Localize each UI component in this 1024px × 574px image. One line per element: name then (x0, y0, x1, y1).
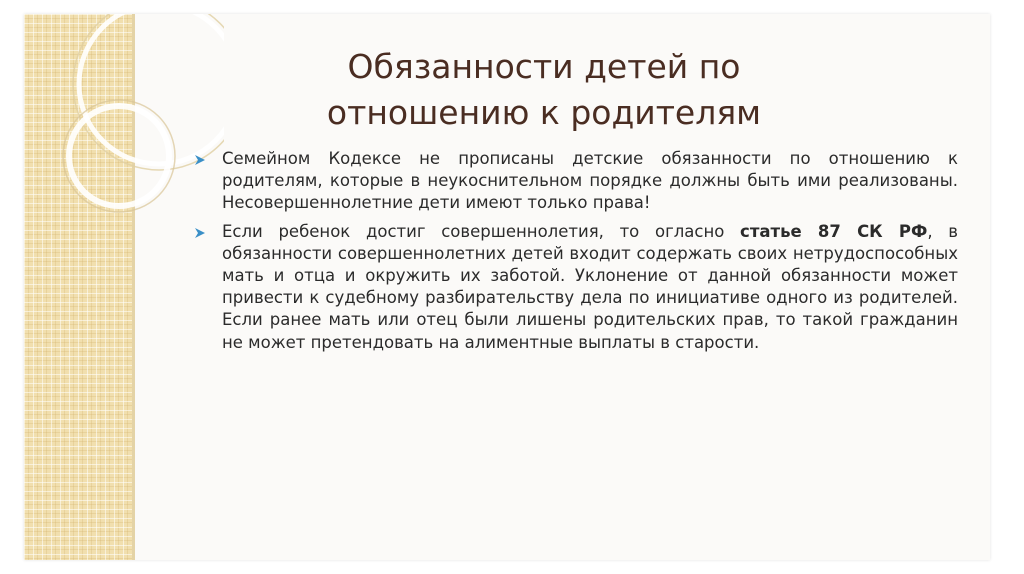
presentation-slide (24, 14, 990, 560)
bullet-text-2-end: , в обязанности совершеннолетних детей входит содержать своих нетрудоспособных мать и отца и окружить их заботой. Уклонение от данной обязанности может привести к судебному разбирательству дела по инициативе одного из родителей. Если ранее мать или отец были лишены родительских прав, то такой гражданин не может претендовать на алиментные выплаты в старости. (222, 221, 958, 352)
arrow-bullet-icon (194, 154, 206, 166)
law-reference: статье 87 СК РФ (740, 221, 928, 241)
arrow-bullet-icon (194, 227, 206, 239)
bullet-item-1 (192, 148, 958, 215)
slide-title-line-1: Обязанности детей по (347, 47, 741, 86)
bullet-item-2 (192, 221, 958, 354)
slide-title-line-2: отношению к родителям (326, 93, 762, 132)
bullet-text-2-start: Если ребенок достиг совершеннолетия, то огласно (222, 221, 741, 241)
slide-title (194, 44, 894, 136)
slide-body (192, 148, 958, 360)
bullet-text-1: Семейном Кодексе не прописаны детские обязанности по отношению к родителям, которые в неукоснительном порядке должны быть ими реализованы. Несовершеннолетние дети имеют только права! (222, 149, 958, 213)
